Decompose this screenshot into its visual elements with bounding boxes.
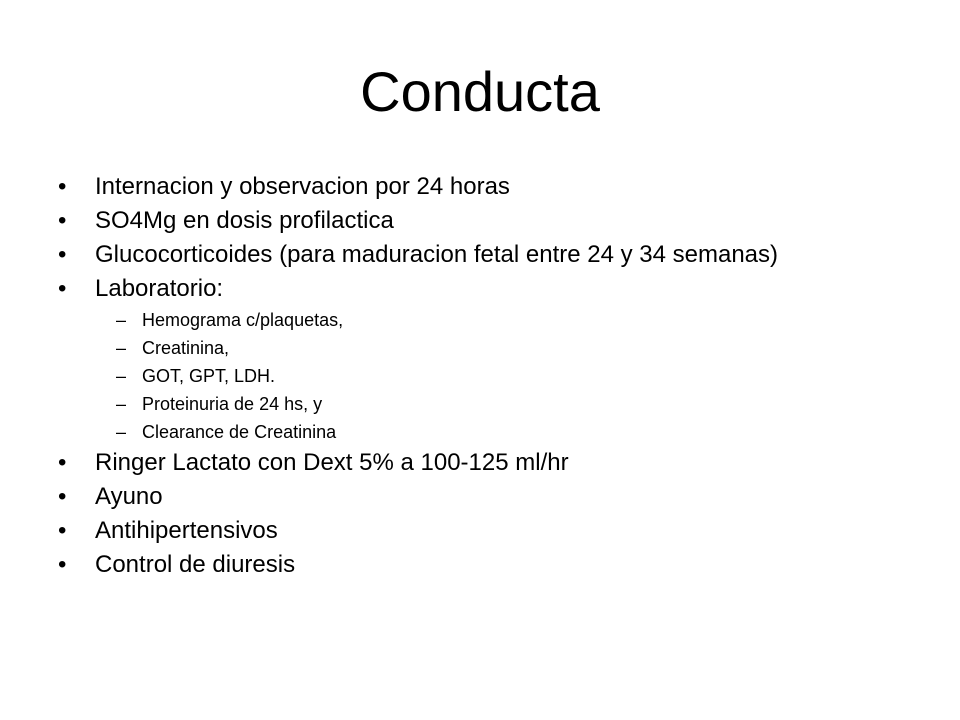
bullet-text: Laboratorio: <box>95 275 224 302</box>
bullet-item-laboratorio <box>58 272 918 306</box>
sub-item-creatinina <box>58 334 918 362</box>
dash-icon: – <box>116 338 127 358</box>
sub-item-text: Creatinina, <box>142 338 230 358</box>
sub-item-clearance <box>58 418 918 446</box>
dash-icon: – <box>116 366 127 386</box>
bullet-item-so4mg <box>58 204 918 238</box>
sub-item-text: Hemograma c/plaquetas, <box>142 310 344 330</box>
bullet-icon: • <box>58 517 67 544</box>
bullet-text: SO4Mg en dosis profilactica <box>95 207 394 234</box>
sub-item-text: Clearance de Creatinina <box>142 422 337 442</box>
bullet-icon: • <box>58 449 67 476</box>
sub-item-got-gpt-ldh <box>58 362 918 390</box>
bullet-icon: • <box>58 275 67 302</box>
bullet-list <box>58 170 918 582</box>
bullet-icon: • <box>58 483 67 510</box>
sub-item-proteinuria <box>58 390 918 418</box>
dash-icon: – <box>116 422 127 442</box>
bullet-item-antihipertensivos <box>58 514 918 548</box>
bullet-icon: • <box>58 241 67 268</box>
sub-list-laboratorio <box>58 306 918 446</box>
bullet-text: Internacion y observacion por 24 horas <box>95 173 510 200</box>
bullet-item-diuresis <box>58 548 918 582</box>
bullet-item-ayuno <box>58 480 918 514</box>
bullet-item-internacion <box>58 170 918 204</box>
dash-icon: – <box>116 310 127 330</box>
sub-item-text: GOT, GPT, LDH. <box>142 366 276 386</box>
bullet-text: Antihipertensivos <box>95 517 278 544</box>
bullet-text: Control de diuresis <box>95 551 296 578</box>
bullet-icon: • <box>58 551 67 578</box>
slide-title: Conducta <box>360 60 600 123</box>
bullet-item-glucocorticoides <box>58 238 918 272</box>
sub-item-hemograma <box>58 306 918 334</box>
bullet-text: Ringer Lactato con Dext 5% a 100-125 ml/hr <box>95 449 569 476</box>
dash-icon: – <box>116 394 127 414</box>
bullet-icon: • <box>58 207 67 234</box>
bullet-item-ringer <box>58 446 918 480</box>
bullet-text: Glucocorticoides (para maduracion fetal entre 24 y 34 semanas) <box>95 241 779 268</box>
sub-item-text: Proteinuria de 24 hs, y <box>142 394 323 414</box>
bullet-icon: • <box>58 173 67 200</box>
bullet-text: Ayuno <box>95 483 163 510</box>
sub-list-container <box>58 306 918 446</box>
